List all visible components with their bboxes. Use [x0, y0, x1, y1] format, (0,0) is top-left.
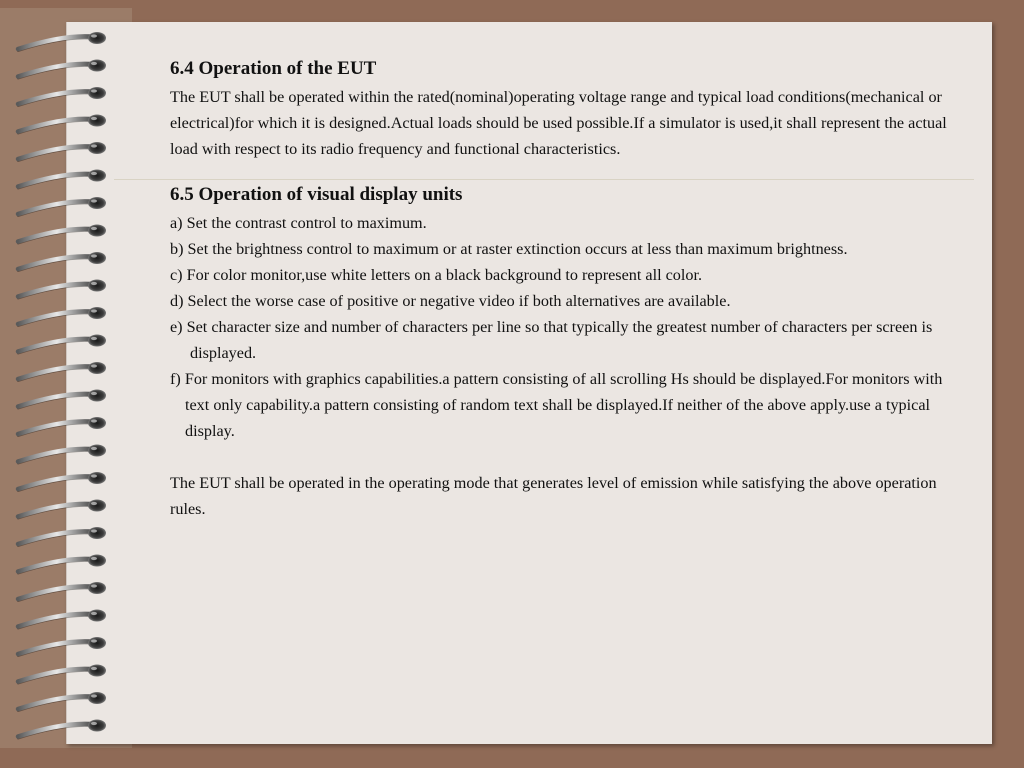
spiral-ring — [18, 555, 106, 574]
spiral-ring — [18, 720, 106, 739]
section-heading-6-4: 6.4 Operation of the EUT — [170, 58, 377, 79]
spiral-ring — [18, 197, 106, 216]
spiral-ring — [18, 87, 106, 106]
list-item-e: e) Set character size and number of characters per line so that typically the greatest number of characters per screen is displayed. — [170, 318, 933, 362]
spiral-ring — [18, 60, 106, 79]
spiral-ring — [18, 390, 106, 409]
spiral-ring — [18, 582, 106, 601]
section-heading-6-5: 6.5 Operation of visual display units — [170, 184, 463, 205]
spiral-ring — [18, 280, 106, 299]
spiral-ring — [18, 252, 106, 271]
spiral-ring — [18, 335, 106, 354]
spiral-ring — [18, 610, 106, 629]
spiral-ring — [18, 637, 106, 656]
spiral-ring — [18, 500, 106, 519]
spiral-ring — [18, 445, 106, 464]
closing-paragraph: The EUT shall be operated in the operating mode that generates level of emission while satisfying the above operation rules. — [170, 474, 937, 518]
spiral-binding-icon — [0, 0, 120, 768]
list-item-c: c) For color monitor,use white letters on a black background to represent all color. — [170, 266, 703, 284]
spiral-ring — [18, 170, 106, 189]
spiral-ring — [18, 307, 106, 326]
page-content — [170, 56, 970, 522]
spiral-ring — [18, 362, 106, 381]
spiral-ring — [18, 225, 106, 244]
list-item-f: f) For monitors with graphics capabilities.a pattern consisting of all scrolling Hs should be displayed.For monitors with text only capability.a pattern consisting of random text shall be displayed.If neither of the above apply.use a typical display. — [170, 370, 943, 440]
spiral-ring — [18, 692, 106, 711]
spiral-ring — [18, 472, 106, 491]
spiral-ring — [18, 417, 106, 436]
section-body-6-4: The EUT shall be operated within the rated(nominal)operating voltage range and typical load conditions(mechanical or electrical)for which it is designed.Actual loads should be used possible.If a simulator is used,it shall represent the actual load with respect to its radio frequency and functional characteristics. — [170, 88, 947, 158]
list-item-a: a) Set the contrast control to maximum. — [170, 214, 427, 232]
spiral-ring — [18, 115, 106, 134]
spiral-ring — [18, 527, 106, 546]
notebook-page — [66, 22, 992, 744]
list-item-d: d) Select the worse case of positive or negative video if both alternatives are available. — [170, 292, 731, 310]
list-item-b: b) Set the brightness control to maximum or at raster extinction occurs at less than maximum brightness. — [170, 240, 848, 258]
spiral-ring — [18, 142, 106, 161]
spiral-ring — [18, 32, 106, 51]
spiral-ring — [18, 665, 106, 684]
